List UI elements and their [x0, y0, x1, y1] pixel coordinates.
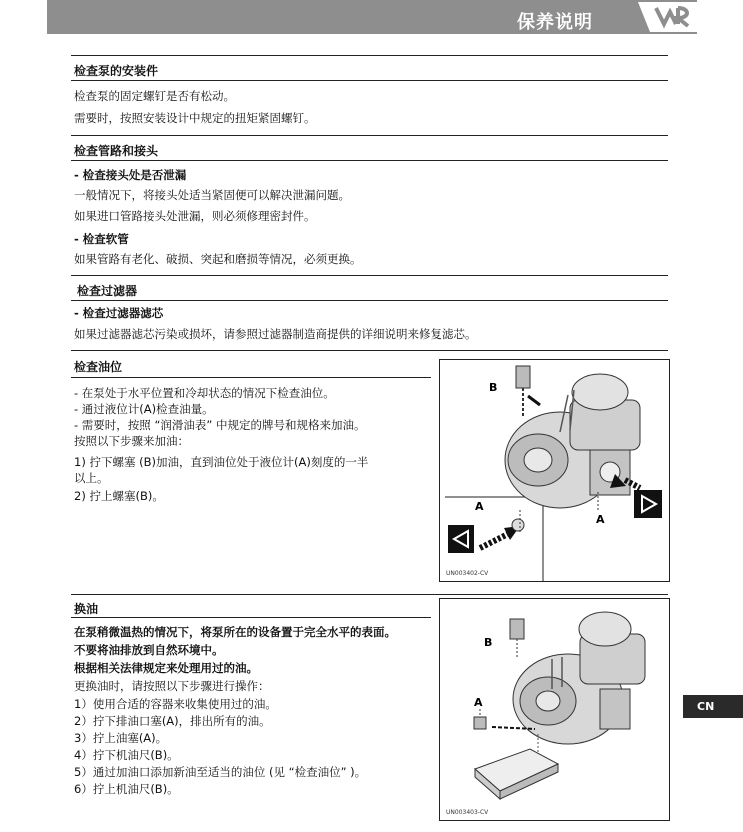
fig1-label-a2: A	[596, 513, 605, 526]
figure-oil-change	[439, 598, 670, 821]
oil-change-bold-1: 在泵稍微温热的情况下，将泵所在的设备置于完全水平的表面。	[74, 625, 396, 639]
oil-change-bold-2: 不要将油排放到自然环境中。	[74, 643, 224, 657]
figure-caption-2: UN003403-CV	[446, 809, 489, 816]
language-tab: CN	[683, 695, 743, 718]
fig2-label-a: A	[474, 696, 483, 709]
oil-level-line-7: 2) 拧上螺塞(B)。	[74, 489, 164, 503]
oil-change-line-3: 2）拧下排油口塞(A)，排出所有的油。	[74, 714, 271, 728]
pipes-line-1: 一般情况下，将接头处适当紧固便可以解决泄漏问题。	[74, 188, 350, 202]
oil-level-line-3: - 需要时，按照 “润滑油表” 中规定的牌号和规格来加油。	[74, 418, 366, 432]
section-heading-mounts: 检查泵的安装件	[74, 64, 159, 78]
header-bar	[47, 0, 697, 34]
pipes-sub-leaks: - 检查接头处是否泄漏	[74, 168, 187, 182]
section-heading-oil-change: 换油	[74, 602, 99, 616]
pipes-sub-hoses: - 检查软管	[74, 232, 129, 246]
filter-line-1: 如果过滤器滤芯污染或损坏，请参照过滤器制造商提供的详细说明来修复滤芯。	[74, 327, 477, 341]
pipes-line-2: 如果进口管路接头处泄漏，则必须修理密封件。	[74, 209, 316, 223]
brand-logo	[638, 2, 698, 32]
oil-change-line-7: 6）拧上机油尺(B)。	[74, 782, 179, 796]
section-heading-pipes: 检查管路和接头	[74, 144, 159, 158]
oil-level-line-5: 1) 拧下螺塞 (B)加油，直到油位处于液位计(A)刻度的一半	[74, 455, 369, 469]
oil-level-line-4: 按照以下步骤来加油：	[74, 434, 189, 448]
oil-change-line-5: 4）拧下机油尺(B)。	[74, 748, 179, 762]
oil-level-line-6: 以上。	[74, 471, 109, 485]
pump-illustration-2	[440, 599, 669, 820]
page-title: 保养说明	[517, 12, 593, 33]
fig1-label-a1: A	[475, 500, 484, 513]
pipes-line-3: 如果管路有老化、破损、突起和磨损等情况，必须更换。	[74, 252, 362, 266]
figure-oil-level	[439, 359, 670, 582]
pump-illustration-1	[440, 360, 669, 581]
oil-change-line-2: 1）使用合适的容器来收集使用过的油。	[74, 697, 277, 711]
oil-change-line-1: 更换油时，请按照以下步骤进行操作：	[74, 679, 270, 693]
section-heading-oil-level: 检查油位	[74, 360, 123, 374]
oil-level-line-2: - 通过液位计(A)检查油量。	[74, 402, 214, 416]
figure-caption-1: UN003402-CV	[446, 570, 489, 577]
section-heading-filter: 检查过滤器	[77, 284, 138, 298]
mounts-line-2: 需要时，按照安装设计中规定的扭矩紧固螺钉。	[74, 111, 316, 125]
fig1-label-b: B	[489, 381, 498, 394]
filter-sub: - 检查过滤器滤芯	[74, 306, 164, 320]
oil-change-line-6: 5）通过加油口添加新油至适当的油位 (见 “检查油位” )。	[74, 765, 367, 779]
oil-level-line-1: - 在泵处于水平位置和冷却状态的情况下检查油位。	[74, 386, 335, 400]
oil-change-line-4: 3）拧上油塞(A)。	[74, 731, 168, 745]
fig2-label-b: B	[484, 636, 493, 649]
oil-change-bold-3: 根据相关法律规定来处理用过的油。	[74, 661, 258, 675]
mounts-line-1: 检查泵的固定螺钉是否有松动。	[74, 89, 235, 103]
